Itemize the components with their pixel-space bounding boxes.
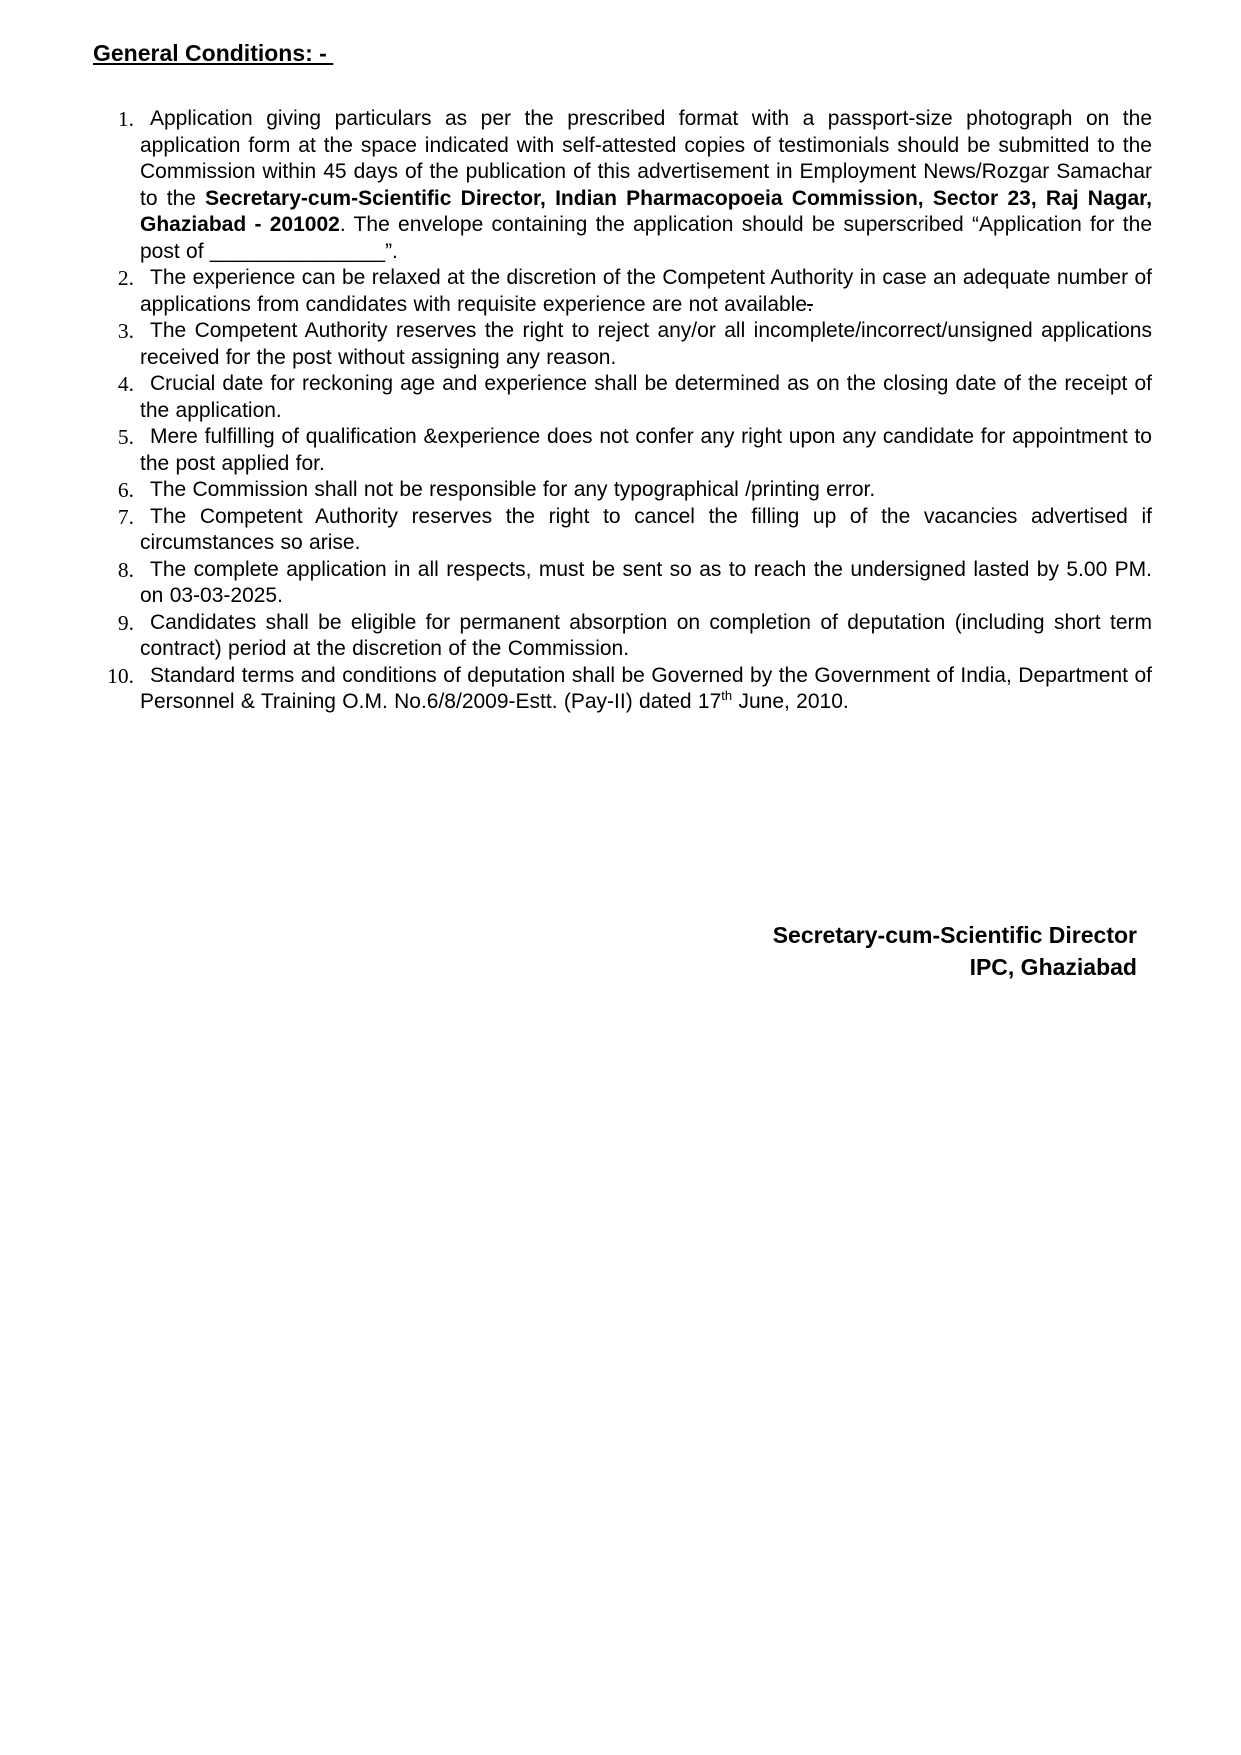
condition-item [0, 663, 1152, 716]
signature-title: Secretary-cum-Scientific Director [772, 922, 1137, 948]
condition-number: 9. [117, 610, 134, 635]
condition-text [140, 371, 1152, 424]
text-segment: June, 2010. [732, 690, 849, 713]
condition-text [140, 557, 1152, 610]
condition-text [140, 318, 1152, 371]
superscript-segment: th [721, 688, 733, 703]
condition-item [0, 371, 1152, 424]
condition-number: 3. [117, 319, 134, 343]
struck-period-segment: . [807, 292, 813, 316]
condition-item [0, 504, 1152, 557]
text-segment: Crucial date for reckoning age and experience shall be determined as on the closing date of the receipt of the application. [140, 372, 1152, 422]
condition-text [140, 106, 1152, 265]
text-segment: The Competent Authority reserves the right to cancel the filling up of the vacancies advertised if circumstances so arise. [140, 504, 1152, 554]
condition-text [140, 265, 1152, 318]
condition-number: 4. [117, 372, 134, 396]
condition-number: 8. [117, 557, 134, 582]
condition-number: 7. [117, 504, 134, 529]
condition-item [0, 318, 1152, 371]
signature-org: IPC, Ghaziabad [969, 954, 1137, 980]
text-segment: The experience can be relaxed at the discretion of the Competent Authority in case an adequate number of applications from candidates with requisite experience are not available [140, 266, 1152, 316]
condition-number: 5. [117, 425, 134, 449]
condition-text [140, 663, 1152, 716]
condition-text [140, 610, 1152, 663]
condition-item [0, 610, 1152, 663]
signature-block [773, 919, 1137, 983]
text-segment: Candidates shall be eligible for permanent absorption on completion of deputation (including short term contract) period at the discretion of the Commission. [140, 610, 1152, 660]
condition-item [0, 557, 1152, 610]
text-segment: . The envelope containing the application should be superscribed “Application for the post of _______________”. [140, 213, 1153, 263]
general-conditions-list [0, 106, 1152, 716]
condition-number: 10. [107, 663, 134, 688]
condition-item [0, 265, 1152, 318]
condition-item [0, 477, 1152, 504]
text-segment: The complete application in all respects, must be sent so as to reach the undersigned lasted by 5.00 PM. on 03-03-2025. [140, 557, 1152, 607]
condition-item [0, 424, 1152, 477]
text-segment: Application giving particulars as per the prescribed format with a passport-size photograph on the application form at the space indicated with self-attested copies of testimonials should be submitted to the Commission within 45 days of the publication of this advertisement in Employment News/Rozgar Samachar to the [140, 107, 1152, 210]
text-segment: Mere fulfilling of qualification &experience does not confer any right upon any candidate for appointment to the post applied for. [140, 425, 1152, 475]
condition-text [140, 424, 1152, 477]
condition-text [140, 477, 1152, 504]
condition-item [0, 106, 1152, 265]
page-title: General Conditions: - [93, 40, 334, 66]
text-segment: The Competent Authority reserves the right to reject any/or all incomplete/incorrect/unsigned applications received for the post without assigning any reason. [140, 319, 1152, 369]
bold-address-segment: Secretary-cum-Scientific Director, Indian Pharmacopoeia Commission, Sector 23, Raj Nagar, Ghaziabad - 201002 [140, 186, 1152, 236]
text-segment: The Commission shall not be responsible for any typographical /printing error. [150, 478, 876, 501]
condition-text [140, 504, 1152, 557]
condition-number: 1. [117, 107, 134, 131]
condition-number: 6. [117, 478, 134, 502]
text-segment: Standard terms and conditions of deputation shall be Governed by the Government of India, Department of Personnel & Training O.M. No.6/8/2009-Estt. (Pay-II) dated 17 [140, 663, 1152, 713]
condition-number: 2. [117, 266, 134, 290]
